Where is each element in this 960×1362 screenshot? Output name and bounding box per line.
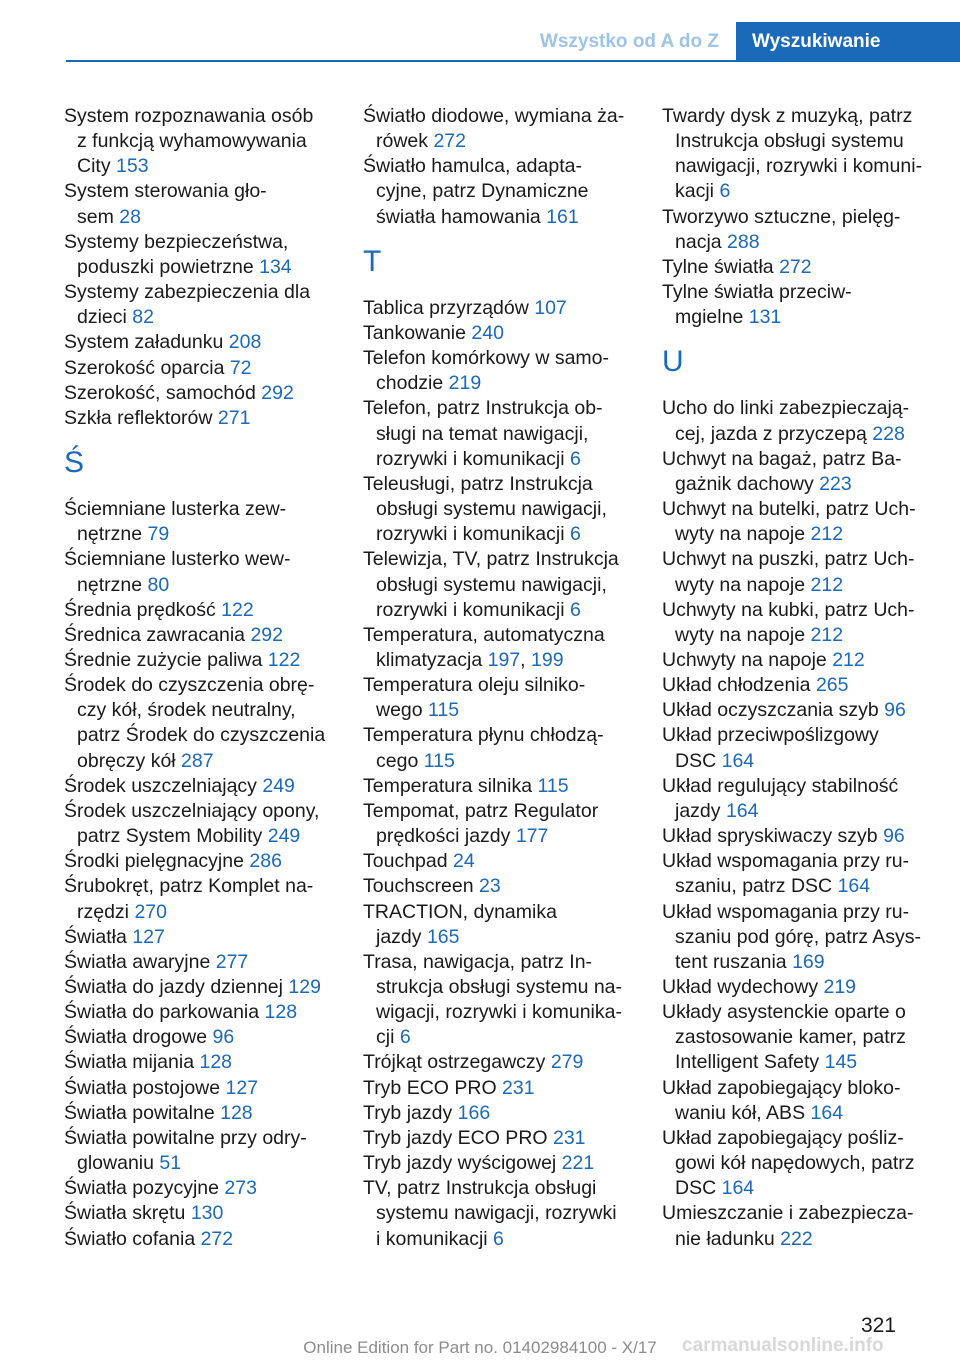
entry-text: Telefon, patrz Instrukcja ob‐ xyxy=(363,397,603,420)
section-tab-search[interactable]: Wyszukiwanie xyxy=(736,22,960,62)
entry-text: cej, jazda z przyczepą xyxy=(675,422,873,445)
entry-text: Uchwyty na kubki, patrz Uch‐ xyxy=(662,598,915,621)
entry-text: Światła skrętu xyxy=(64,1202,191,1225)
page-link[interactable]: 134 xyxy=(259,255,292,278)
entry-text: Światła mijania xyxy=(64,1051,200,1074)
entry-text: Systemy bezpieczeństwa, xyxy=(64,230,289,253)
index-entry xyxy=(64,849,344,874)
index-column-3 xyxy=(662,104,942,1252)
page-link[interactable]: 249 xyxy=(262,774,295,797)
entry-text: Temperatura płynu chłodzą‐ xyxy=(363,724,604,747)
entry-text: wego xyxy=(376,699,429,722)
page-link[interactable]: 249 xyxy=(267,825,301,848)
entry-text: systemu nawigacji, rozrywki xyxy=(376,1202,617,1225)
index-entry xyxy=(64,925,344,950)
index-entry xyxy=(662,849,942,899)
page-link[interactable]: 165 xyxy=(426,925,460,948)
page-link[interactable]: 161 xyxy=(546,205,579,228)
index-column-2 xyxy=(363,104,643,1252)
entry-text: Touchscreen xyxy=(363,875,479,898)
index-entry xyxy=(363,950,643,1051)
entry-text: Telewizja, TV, patrz Instrukcja xyxy=(363,548,619,571)
entry-text: Światła do parkowania xyxy=(64,1001,265,1024)
page-link[interactable]: 107 xyxy=(534,296,567,319)
entry-text: Uchwyt na butelki, patrz Uch‐ xyxy=(662,498,916,521)
page-link[interactable]: 222 xyxy=(780,1227,813,1250)
page-link[interactable]: 212 xyxy=(810,573,844,596)
entry-text: City xyxy=(77,155,116,178)
index-entry xyxy=(363,1126,643,1151)
entry-text: Światła pozycyjne xyxy=(64,1177,225,1200)
entry-text: System sterowania gło‐ xyxy=(64,180,267,203)
entry-text: Teleusługi, patrz Instrukcja xyxy=(363,472,593,495)
entry-text: nacja xyxy=(675,230,728,253)
page-link[interactable]: 177 xyxy=(515,825,549,848)
entry-text: TRACTION, dynamika xyxy=(363,900,557,923)
page-link[interactable]: 145 xyxy=(824,1051,858,1074)
entry-text: nawigacji, rozrywki i komuni‐ xyxy=(675,155,923,178)
entry-text: TV, patrz Instrukcja obsługi xyxy=(363,1177,597,1200)
page-link[interactable]: 197 xyxy=(487,648,521,671)
page-link[interactable]: 128 xyxy=(264,1001,298,1024)
index-entry xyxy=(64,774,344,799)
entry-text: Światła drogowe xyxy=(64,1026,213,1049)
index-entry xyxy=(363,799,643,849)
entry-text: DSC xyxy=(675,749,722,772)
entry-text: szaniu, patrz DSC xyxy=(675,875,838,898)
entry-text: DSC xyxy=(675,1177,722,1200)
entry-text: Temperatura silnika xyxy=(363,774,538,797)
entry-text: Szerokość, samochód xyxy=(64,381,262,404)
entry-text: Trasa, nawigacja, patrz In‐ xyxy=(363,950,593,973)
entry-text: Układ wydechowy xyxy=(662,976,824,998)
entry-text: glowaniu xyxy=(77,1152,160,1175)
entry-text: waniu kół, ABS xyxy=(675,1101,811,1124)
index-entry xyxy=(64,1227,344,1252)
index-entry xyxy=(363,1101,643,1126)
entry-text: Układ spryskiwaczy szyb xyxy=(662,825,884,848)
entry-text: strukcja obsługi systemu na‐ xyxy=(376,976,623,998)
page-link[interactable]: 212 xyxy=(832,648,865,671)
index-entry xyxy=(64,280,344,330)
page-link[interactable]: 6 xyxy=(493,1227,504,1250)
index-entry xyxy=(64,950,344,975)
index-column-1 xyxy=(64,104,344,1252)
page-link[interactable]: 265 xyxy=(815,674,849,697)
page-link[interactable]: 219 xyxy=(448,372,482,395)
entry-text: Tryb jazdy xyxy=(363,1101,458,1124)
entry-text: Tablica przyrządów xyxy=(363,296,535,319)
index-entry xyxy=(662,1076,942,1126)
entry-text: Układ regulujący stabilność xyxy=(662,774,899,797)
entry-text: patrz Środek do czyszczenia xyxy=(77,724,326,747)
entry-text: nętrzne xyxy=(77,573,148,596)
index-entry xyxy=(363,1176,643,1251)
entry-text: rozrywki i komunikacji xyxy=(376,523,570,546)
page-link[interactable]: 221 xyxy=(561,1152,595,1175)
entry-text: wigacji, rozrywki i komunika‐ xyxy=(376,1001,622,1024)
footer-edition: Online Edition for Part no. 01402984100 - X/17 xyxy=(303,1338,657,1357)
entry-text: chodzie xyxy=(376,372,449,395)
index-entry xyxy=(662,723,942,773)
index-entry xyxy=(64,1101,344,1126)
page-link[interactable]: 79 xyxy=(147,523,170,546)
page-header xyxy=(0,22,960,62)
index-entry xyxy=(662,598,942,648)
page-link[interactable]: 96 xyxy=(884,699,906,722)
index-entry xyxy=(662,1201,942,1251)
entry-text: Światło cofania xyxy=(64,1227,201,1250)
index-entry xyxy=(64,406,344,431)
index-entry xyxy=(662,497,942,547)
page-link[interactable]: 166 xyxy=(457,1101,491,1124)
page-link[interactable]: 169 xyxy=(792,950,825,973)
entry-text: gażnik dachowy xyxy=(675,472,820,495)
entry-text: Światło hamulca, adapta‐ xyxy=(363,155,582,178)
index-entry xyxy=(64,1176,344,1201)
index-letter-heading: U xyxy=(662,345,684,379)
entry-text: Światła awaryjne xyxy=(64,950,216,973)
index-entry xyxy=(363,723,643,773)
entry-text: sługi na temat nawigacji, xyxy=(376,422,589,445)
page-link[interactable]: 130 xyxy=(190,1202,224,1225)
index-entry xyxy=(363,396,643,471)
index-entry xyxy=(64,179,344,229)
index-entry xyxy=(64,381,344,406)
entry-text: klimatyzacja xyxy=(376,648,488,671)
index-entry xyxy=(363,472,643,547)
entry-text: jazdy xyxy=(376,925,427,948)
page-link[interactable]: 271 xyxy=(217,406,251,429)
entry-text: Układ wspomagania przy ru‐ xyxy=(662,900,910,923)
page-link[interactable]: 219 xyxy=(823,976,857,998)
index-entry xyxy=(662,698,942,723)
index-entry xyxy=(662,447,942,497)
index-entry xyxy=(662,774,942,824)
entry-text: Ucho do linki zabezpieczają‐ xyxy=(662,397,910,420)
entry-text: Szerokość oparcia xyxy=(64,356,230,379)
entry-text: dzieci xyxy=(77,306,133,329)
page-link[interactable]: 228 xyxy=(872,422,905,445)
page-link[interactable]: 72 xyxy=(229,356,252,379)
index-entry xyxy=(363,154,643,229)
index-entry xyxy=(662,205,942,255)
page-link[interactable]: 82 xyxy=(132,306,154,329)
entry-text: Układ wspomagania przy ru‐ xyxy=(662,850,910,873)
page-link[interactable]: 272 xyxy=(200,1227,234,1250)
index-entry: Temperatura, automatyczna klimatyzacja 197, 199 xyxy=(363,623,605,671)
entry-text: Systemy zabezpieczenia dla xyxy=(64,281,311,304)
index-entry xyxy=(662,1000,942,1075)
page-link[interactable]: 115 xyxy=(423,749,455,772)
entry-text: System rozpoznawania osób xyxy=(64,105,314,127)
page-link[interactable]: 292 xyxy=(261,381,294,404)
entry-text: Umieszczanie i zabezpiecza‐ xyxy=(662,1202,914,1225)
page-link[interactable]: 164 xyxy=(725,799,759,822)
entry-text: Uchwyt na puszki, patrz Uch‐ xyxy=(662,548,915,571)
index-entry xyxy=(662,975,942,1000)
page-link[interactable]: 277 xyxy=(215,950,249,973)
entry-text: Światła do jazdy dziennej xyxy=(64,976,289,998)
index-entry xyxy=(363,849,643,874)
index-entry xyxy=(64,497,344,547)
entry-text: cyjne, patrz Dynamiczne xyxy=(376,180,589,203)
page-link[interactable]: 6 xyxy=(569,598,581,621)
entry-text: Światła powitalne przy odry‐ xyxy=(64,1126,307,1149)
page-link[interactable]: 231 xyxy=(552,1126,586,1149)
page-link[interactable]: 115 xyxy=(428,699,460,722)
entry-text: wyty na napoje xyxy=(675,523,811,546)
page-link[interactable]: 272 xyxy=(779,255,812,278)
entry-text: Światło diodowe, wymiana ża‐ xyxy=(363,105,625,127)
entry-text: zastosowanie kamer, patrz xyxy=(675,1026,906,1049)
entry-text: z funkcją wyhamowywania xyxy=(77,130,307,153)
entry-text: Temperatura, automatyczna xyxy=(363,623,605,646)
index-entry xyxy=(662,648,942,673)
entry-text: prędkości jazdy xyxy=(376,825,516,848)
index-entry xyxy=(64,874,344,924)
entry-text: Tylne światła xyxy=(662,255,780,278)
entry-text: gowi kół napędowych, patrz xyxy=(675,1152,915,1175)
entry-text: Tworzywo sztuczne, pielęg‐ xyxy=(662,205,901,228)
page-link[interactable]: 288 xyxy=(727,230,760,253)
page-link[interactable]: 164 xyxy=(721,1177,755,1200)
page-link[interactable]: 24 xyxy=(453,850,475,873)
page-link[interactable]: 131 xyxy=(748,306,782,329)
entry-text: poduszki powietrzne xyxy=(77,255,260,278)
entry-text: Światła xyxy=(64,925,133,948)
header-rule xyxy=(66,60,960,62)
entry-text: Tempomat, patrz Regulator xyxy=(363,799,599,822)
index-entry xyxy=(64,330,344,355)
page-link[interactable]: 208 xyxy=(228,331,262,354)
page-link[interactable]: 212 xyxy=(810,523,844,546)
index-entry xyxy=(64,1025,344,1050)
entry-text: Układy asystenckie oparte o xyxy=(662,1001,906,1024)
index-entry xyxy=(363,296,643,321)
page-link[interactable]: 273 xyxy=(224,1177,257,1200)
index-entry xyxy=(64,623,344,648)
entry-text: rozrywki i komunikacji xyxy=(376,598,570,621)
index-entry xyxy=(363,321,643,346)
entry-text: Uchwyty na napoje xyxy=(662,648,833,671)
entry-text: obsługi systemu nawigacji, xyxy=(376,498,607,521)
entry-text: Układ zapobiegający pośliz‐ xyxy=(662,1126,904,1149)
page-link[interactable]: 23 xyxy=(478,875,501,898)
index-entry xyxy=(662,280,942,330)
index-entry xyxy=(363,104,643,154)
entry-text: Uchwyt na bagaż, patrz Ba‐ xyxy=(662,447,902,470)
entry-text: cji xyxy=(376,1026,400,1049)
page-link[interactable]: 199 xyxy=(531,648,564,671)
index-letter-heading: T xyxy=(363,244,382,278)
index-entry xyxy=(662,547,942,597)
page-link[interactable]: 127 xyxy=(225,1076,259,1099)
index-entry xyxy=(64,547,344,597)
entry-text: czy kół, środek neutralny, xyxy=(77,699,296,722)
entry-text: Touchpad xyxy=(363,850,453,873)
entry-text: jazdy xyxy=(675,799,726,822)
entry-text: Twardy dysk z muzyką, patrz xyxy=(662,105,913,127)
entry-text: Tryb ECO PRO xyxy=(363,1076,503,1099)
entry-text: obręczy kół xyxy=(77,749,182,772)
index-entry xyxy=(64,356,344,381)
page-link[interactable]: 223 xyxy=(819,472,852,495)
index-entry xyxy=(363,874,643,899)
section-tab-a-z[interactable]: Wszystko od A do Z xyxy=(539,31,719,52)
entry-text: Śrubokręt, patrz Komplet na‐ xyxy=(64,875,314,898)
entry-text: Światła powitalne xyxy=(64,1101,221,1124)
page-link[interactable]: 122 xyxy=(221,598,254,621)
page-link[interactable]: 28 xyxy=(119,205,141,228)
index-entry xyxy=(363,1151,643,1176)
entry-text: rówek xyxy=(376,130,434,153)
index-entry xyxy=(64,799,344,849)
index-entry xyxy=(64,598,344,623)
entry-text: Środek do czyszczenia obrę‐ xyxy=(64,674,315,697)
index-entry xyxy=(64,104,344,179)
entry-text: Średnica zawracania xyxy=(64,623,251,646)
entry-text: Tryb jazdy ECO PRO xyxy=(363,1126,553,1149)
entry-text: obsługi systemu nawigacji, xyxy=(376,573,607,596)
entry-text: szaniu pod górę, patrz Asys‐ xyxy=(675,925,922,948)
index-entry xyxy=(64,975,344,1000)
index-entry xyxy=(64,1076,344,1101)
page-link[interactable]: 129 xyxy=(288,976,321,998)
entry-text: Ściemniane lusterka zew‐ xyxy=(64,498,287,521)
page-link[interactable]: 80 xyxy=(147,573,170,596)
page-link[interactable]: 127 xyxy=(132,925,165,948)
index-entry xyxy=(363,346,643,396)
entry-text: mgielne xyxy=(675,306,749,329)
index-entry xyxy=(64,1050,344,1075)
index-entry xyxy=(64,230,344,280)
index-entry xyxy=(64,1000,344,1025)
page-link[interactable]: 115 xyxy=(537,774,569,797)
page-link[interactable]: 6 xyxy=(569,447,581,470)
index-entry xyxy=(64,1201,344,1226)
index-entry xyxy=(662,255,942,280)
entry-text: System załadunku xyxy=(64,331,229,354)
page-link[interactable]: 153 xyxy=(116,155,149,178)
entry-text: Telefon komórkowy w samo‐ xyxy=(363,347,609,370)
page-link[interactable]: 212 xyxy=(810,623,844,646)
page-link[interactable]: 286 xyxy=(249,850,282,873)
entry-text: cego xyxy=(376,749,424,772)
entry-text: wyty na napoje xyxy=(675,623,811,646)
page-link[interactable]: 128 xyxy=(220,1101,253,1124)
index-entry xyxy=(64,1126,344,1176)
page-link[interactable]: 6 xyxy=(719,180,731,203)
entry-text: Tryb jazdy wyścigowej xyxy=(363,1152,562,1175)
entry-text: Tylne światła przeciw‐ xyxy=(662,281,852,304)
entry-text: Układ zapobiegający bloko‐ xyxy=(662,1076,901,1099)
page-link[interactable]: 272 xyxy=(433,130,466,153)
index-entry xyxy=(363,1076,643,1101)
index-entry xyxy=(363,774,643,799)
entry-text: Średnie zużycie paliwa xyxy=(64,648,268,671)
index-entry xyxy=(64,673,344,774)
entry-text: Instrukcja obsługi systemu xyxy=(675,130,904,153)
page-link[interactable]: 51 xyxy=(159,1152,182,1175)
entry-text: patrz System Mobility xyxy=(77,825,268,848)
entry-text: Układ chłodzenia xyxy=(662,674,816,697)
entry-text: światła hamowania xyxy=(376,205,547,228)
entry-text: Temperatura oleju silniko‐ xyxy=(363,674,586,697)
index-entry xyxy=(662,104,942,205)
index-entry xyxy=(363,900,643,950)
page-link[interactable]: 96 xyxy=(883,825,905,848)
index-entry xyxy=(662,824,942,849)
page-number: 321 xyxy=(860,1314,896,1337)
watermark-logo: carmanualsonline.info xyxy=(682,1335,884,1356)
entry-text: Środek uszczelniający opony, xyxy=(64,799,320,822)
index-letter-heading: Ś xyxy=(64,446,85,480)
entry-text: Układ przeciwpoślizgowy xyxy=(662,724,879,747)
entry-text: wyty na napoje xyxy=(675,573,811,596)
page-link[interactable]: 6 xyxy=(569,523,581,546)
page-link[interactable]: 96 xyxy=(212,1026,235,1049)
index-entry xyxy=(64,648,344,673)
index-entry xyxy=(662,900,942,975)
index-entry xyxy=(363,547,643,622)
entry-text: tent ruszania xyxy=(675,950,793,973)
page-link[interactable]: 6 xyxy=(399,1026,411,1049)
page-link[interactable]: 270 xyxy=(134,900,167,923)
entry-text: rzędzi xyxy=(77,900,135,923)
page-link[interactable]: 122 xyxy=(267,648,301,671)
index-entry xyxy=(363,673,643,723)
entry-text: Ściemniane lusterko wew‐ xyxy=(64,548,291,571)
entry-text: Tankowanie xyxy=(363,321,472,344)
entry-text: Średnia prędkość xyxy=(64,598,222,621)
index-entry xyxy=(363,1050,643,1075)
page-link[interactable]: 164 xyxy=(721,749,755,772)
page-link[interactable]: 292 xyxy=(250,623,283,646)
entry-text: rozrywki i komunikacji xyxy=(376,447,570,470)
entry-text: Światła postojowe xyxy=(64,1076,226,1099)
page-link[interactable]: 164 xyxy=(810,1101,844,1124)
entry-text: Szkła reflektorów xyxy=(64,406,218,429)
index-entry xyxy=(662,673,942,698)
entry-text: kacji xyxy=(675,180,720,203)
page-link[interactable]: 164 xyxy=(837,875,871,898)
page-link[interactable]: 128 xyxy=(199,1051,233,1074)
entry-text: i komunikacji xyxy=(376,1227,494,1250)
page-link[interactable]: 279 xyxy=(550,1051,584,1074)
entry-text: sem xyxy=(77,205,120,228)
entry-text: nętrzne xyxy=(77,523,148,546)
entry-text: Układ oczyszczania szyb xyxy=(662,699,885,722)
index-entry xyxy=(662,1126,942,1201)
index-entry xyxy=(662,396,942,446)
entry-text: Trójkąt ostrzegawczy xyxy=(363,1051,551,1074)
page-link[interactable]: 231 xyxy=(502,1076,535,1099)
entry-text: Intelligent Safety xyxy=(675,1051,825,1074)
entry-text: Środek uszczelniający xyxy=(64,774,263,797)
entry-text: nie ładunku xyxy=(675,1227,781,1250)
page-link[interactable]: 287 xyxy=(181,749,214,772)
page-link[interactable]: 240 xyxy=(471,321,504,344)
entry-text: Środki pielęgnacyjne xyxy=(64,850,250,873)
